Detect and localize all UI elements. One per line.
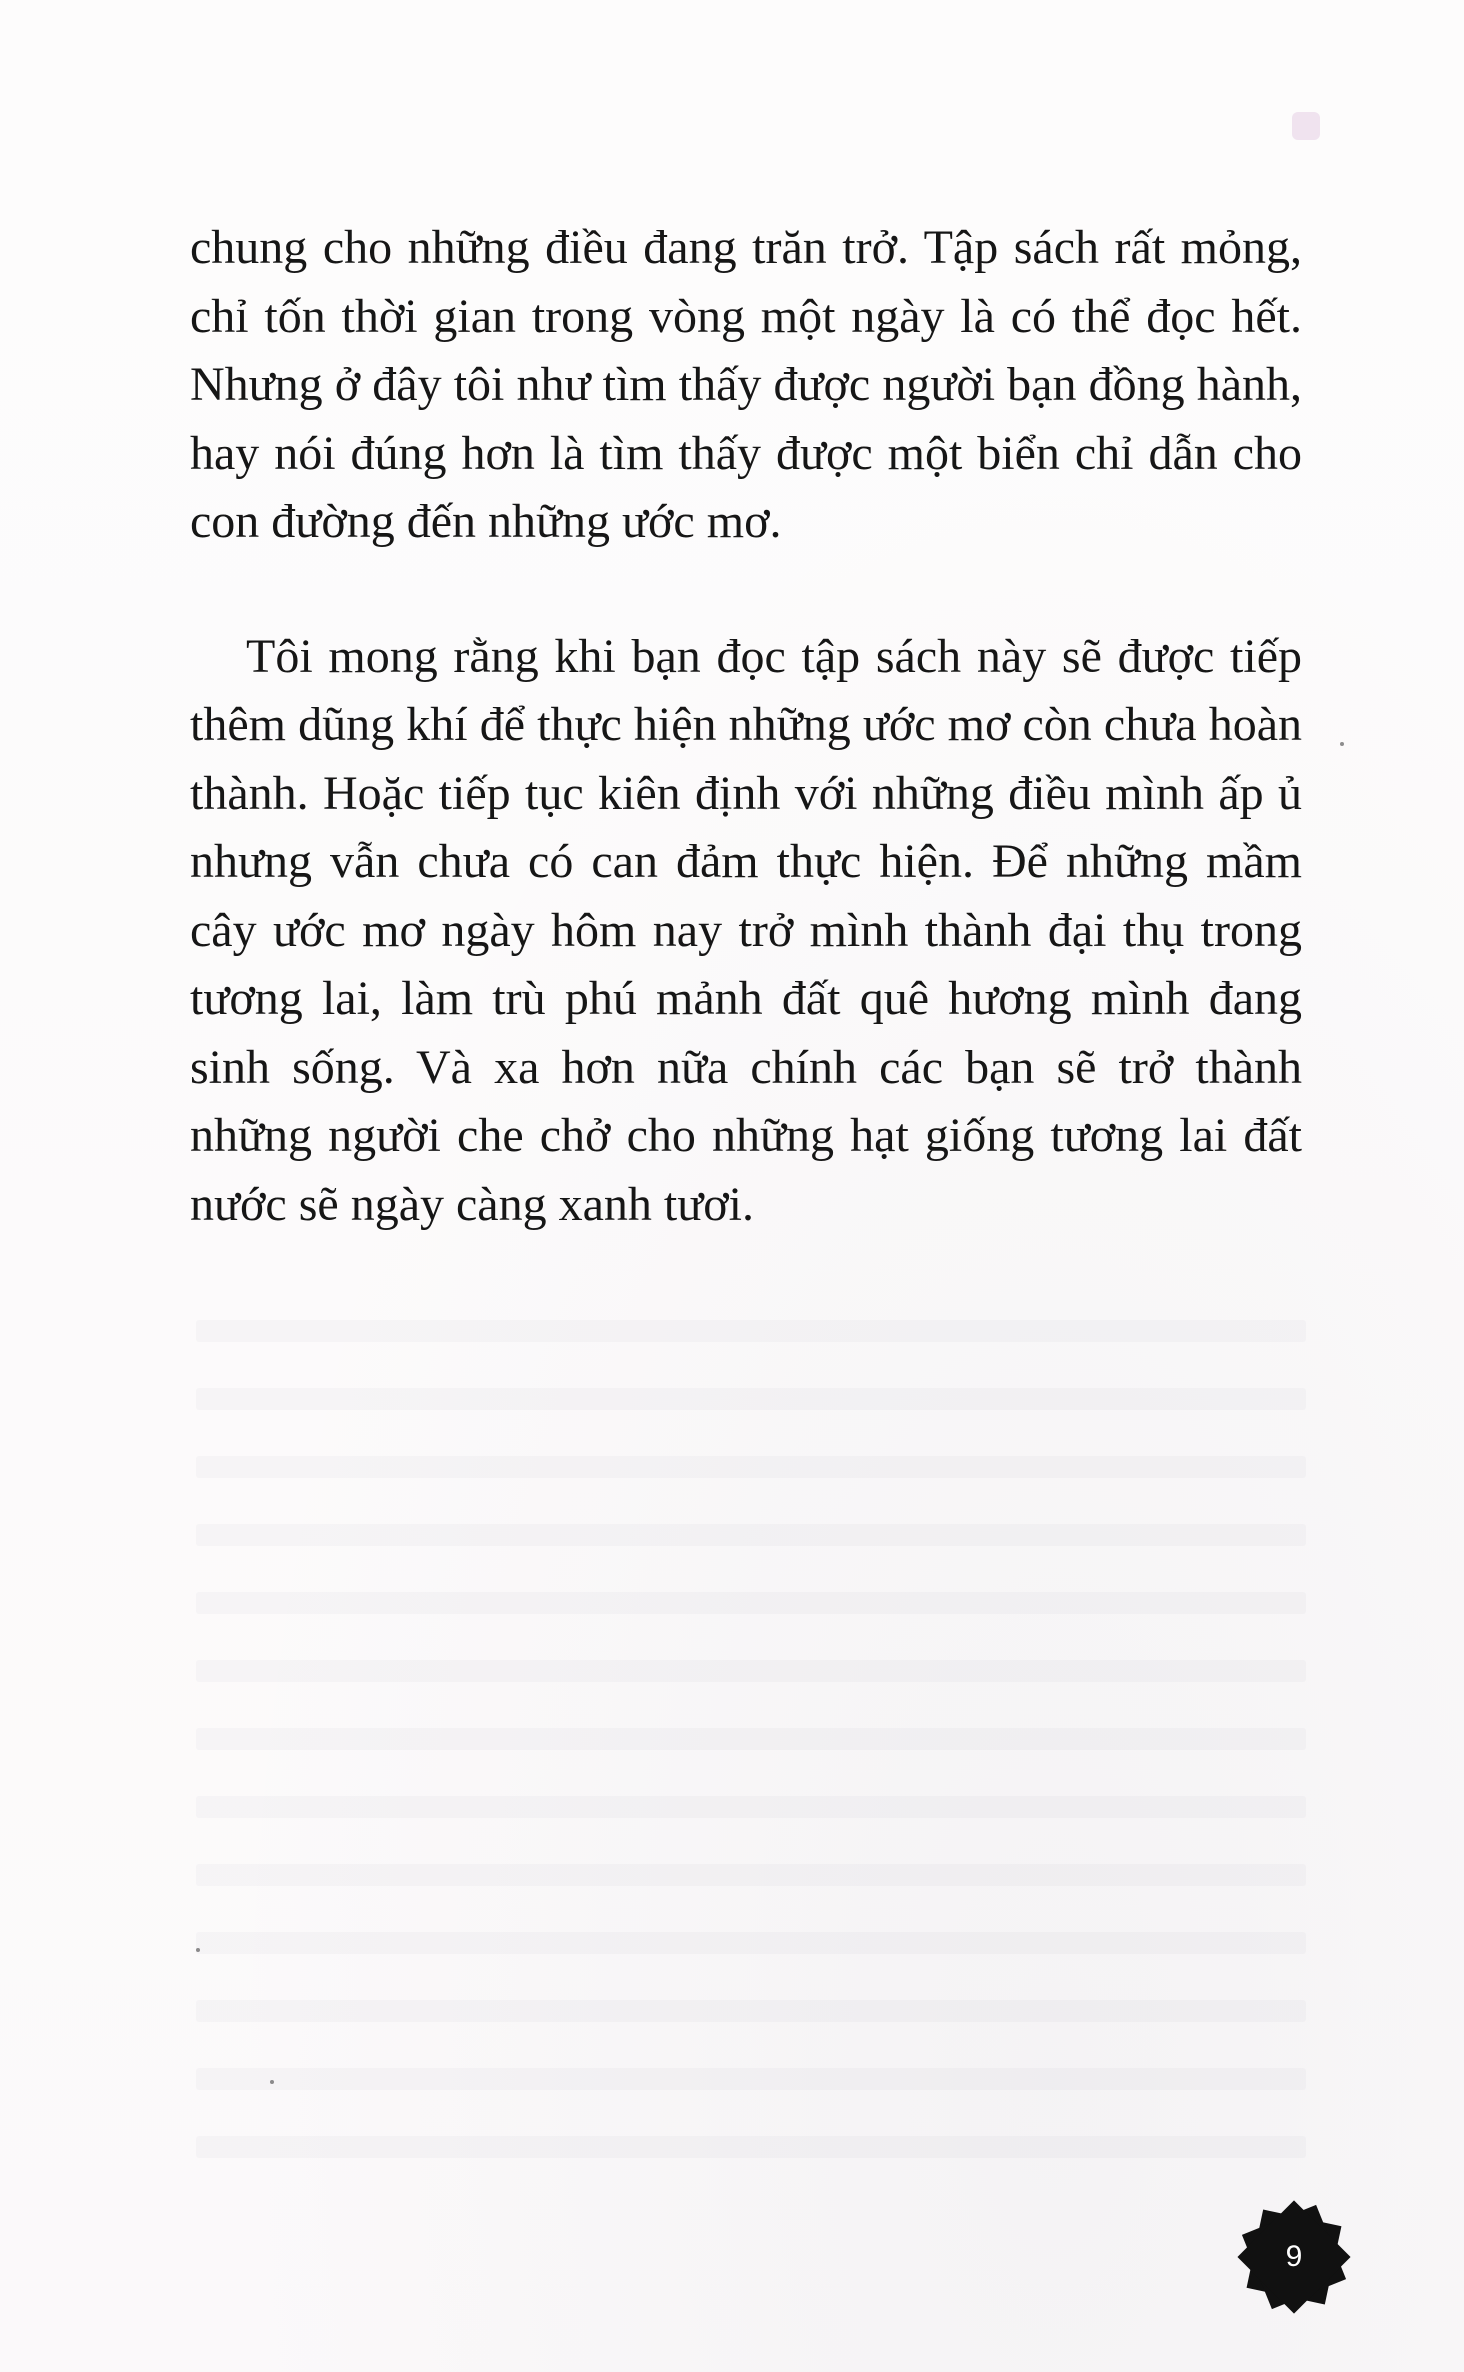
- paragraph-2: Tôi mong rằng khi bạn đọc tập sách này sẽ được tiếp thêm dũng khí để thực hiện những ước mơ còn chưa hoàn thành. Hoặc tiếp tục kiên định với những điều mình ấp ủ nhưng vẫn chưa có can đảm thực hiện. Để những mầm cây ước mơ ngày hôm nay trở mình thành đại thụ trong tương lai, làm trù phú mảnh đất quê hương mình đang sinh sống. Và xa hơn nữa chính các bạn sẽ trở thành những người che chở cho những hạt giống tương lai đất nước sẽ ngày càng xanh tươi.: [190, 629, 1302, 1231]
- print-speck: [270, 2080, 274, 2084]
- print-speck: [1340, 742, 1344, 746]
- body-text: [190, 214, 1302, 1239]
- chapter-mark-icon: [1292, 112, 1320, 140]
- print-speck: [196, 1948, 200, 1952]
- page-number: 9: [1285, 2240, 1303, 2273]
- paragraph-1: chung cho những điều đang trăn trở. Tập sách rất mỏng, chỉ tốn thời gian trong vòng một ngày là có thể đọc hết. Nhưng ở đây tôi như tìm thấy được người bạn đồng hành, hay nói đúng hơn là tìm thấy được một biển chỉ dẫn cho con đường đến những ước mơ.: [190, 221, 1302, 548]
- running-head-show-through: [800, 108, 1320, 148]
- page-number-badge: [1232, 2195, 1356, 2319]
